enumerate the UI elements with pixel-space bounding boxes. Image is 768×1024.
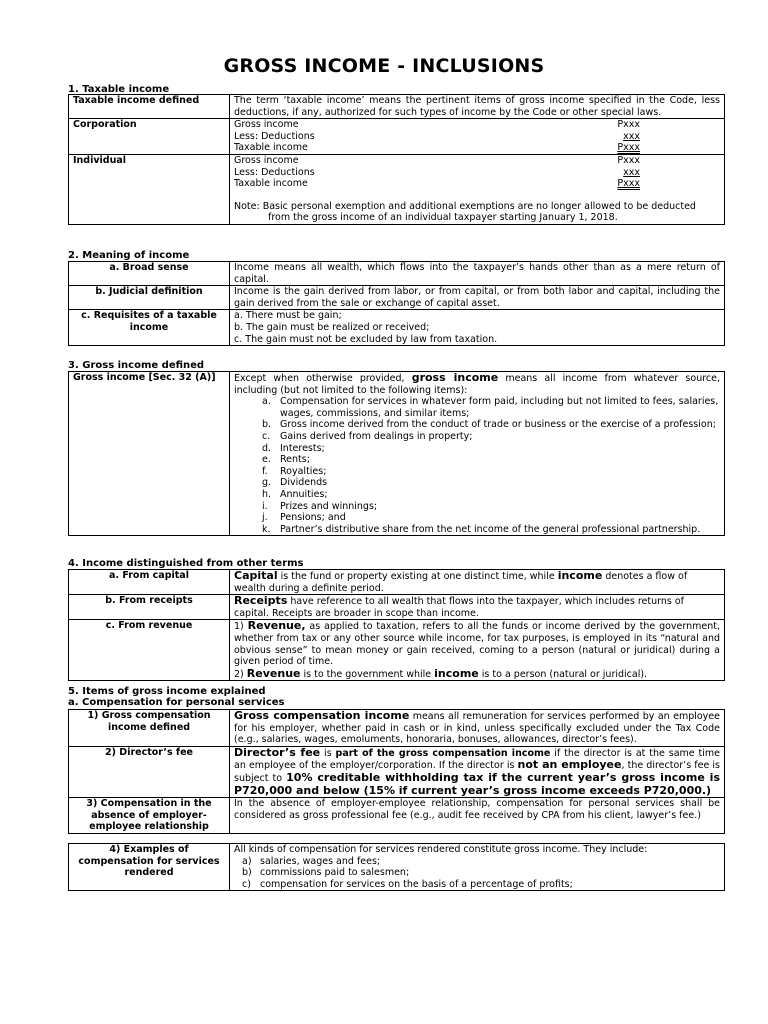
list-item: a) salaries, wages and fees; (242, 855, 381, 867)
table-row (69, 262, 725, 286)
table-row (69, 570, 725, 595)
list-item: k. Partner’s distributive share from the net income of the general professional partnership. (262, 523, 701, 535)
list-item: e. Rents; (262, 454, 310, 466)
note-text: Note: Basic personal exemption and additional exemptions are no longer allowed to be deducted (234, 200, 696, 212)
list-item: g. Dividends (262, 477, 328, 489)
table-row (69, 119, 725, 155)
row-label: Gross income [Sec. 32 (A)] (69, 372, 230, 536)
computation: Gross income Pxxx Less: Deductions xxx Taxable income Pxxx Note: Basic personal exemption and additional exemptions are no longer allowed to be deducted from the gross income of an individual taxpayer starting January 1, 2018. (230, 154, 725, 224)
list-item: i. Prizes and winnings; (262, 500, 378, 512)
row-text: Income means all wealth, which flows into the taxpayer’s hands other than as a mere return of capital. (230, 262, 725, 286)
row-text: The term ‘taxable income’ means the pertinent items of gross income specified in the Code, less deductions, if any, authorized for such types of income by the Code or other special laws. (230, 95, 725, 119)
row-text: Receipts have reference to all wealth that flows into the taxpayer, which includes returns of capital. Receipts are broader in scope than income. (230, 595, 725, 620)
row-text: All kinds of compensation for services rendered constitute gross income. They include: a) salaries, wages and fees; b) commissions paid to salesmen; c) compensation for services on the basis of a percentage of profits; (230, 844, 725, 891)
list-item: b) commissions paid to salesmen; (242, 867, 410, 879)
row-label: c. From revenue (69, 620, 230, 681)
row-label: c. Requisites of a taxable income (69, 310, 230, 346)
list-item: f. Royalties; (262, 465, 327, 477)
row-label: b. Judicial definition (69, 286, 230, 310)
list-item: b. Gross income derived from the conduct of trade or business or the exercise of a profession; (262, 419, 716, 431)
list-item: a. Compensation for services in whatever form paid, including but not limited to fees, salaries, wages, commissions, and similar items; (262, 396, 719, 419)
section-3-table (68, 371, 725, 536)
row-text: 1) Revenue, as applied to taxation, refers to all the funds or income derived by the government, whether from tax or any other source while income, for tax purposes, is employed in its “natural and obvious sense” to mean money or gain received, coming to a person (natural or juridical) during a given period of time. 2) Revenue is to the government while income is to a person (natural or juridical). (230, 620, 725, 681)
section-5-heading: 5. Items of gross income explained (68, 686, 266, 697)
row-label: a. Broad sense (69, 262, 230, 286)
row-label: 3) Compensation in the absence of employer-employee relationship (69, 798, 230, 834)
section-2-table (68, 261, 725, 346)
page-title: GROSS INCOME - INCLUSIONS (223, 55, 545, 77)
table-row (69, 710, 725, 747)
row-text: Director’s fee is part of the gross compensation income if the director is at the same time an employee of the employer/corporation. If the director is not an employee, the director’s fee is subject to 10% creditable withholding tax if the current year’s gross income is P720,000 and below (15% if current year’s gross income exceeds P720,000.) (230, 746, 725, 797)
section-5a-subheading: a. Compensation for personal services (68, 697, 285, 708)
row-label: Corporation (69, 119, 230, 155)
row-text: Gross compensation income means all remuneration for services performed by an employee for his employer, whether paid in cash or in kind, unless specifically excluded under the Tax Code (e.g., salaries, wages, emoluments, honoraria, bonuses, allowances, director’s fees). (230, 710, 725, 747)
table-row (69, 154, 725, 224)
row-text: Income is the gain derived from labor, or from capital, or from both labor and capital, including the gain derived from the sale or exchange of capital asset. (230, 286, 725, 310)
table-row (69, 95, 725, 119)
row-label: 1) Gross compensation income defined (69, 710, 230, 747)
table-row (69, 595, 725, 620)
compensation-examples-list (234, 856, 720, 891)
table-row (69, 372, 725, 536)
section-1-table (68, 94, 725, 225)
section-3-heading: 3. Gross income defined (68, 360, 205, 371)
row-text: Capital is the fund or property existing at one distinct time, while income denotes a flow of wealth during a definite period. (230, 570, 725, 595)
section-1-heading: 1. Taxable income (68, 84, 170, 95)
row-label: a. From capital (69, 570, 230, 595)
section-4-table (68, 569, 725, 681)
table-row (69, 746, 725, 797)
income-items-list (234, 396, 720, 535)
computation: Gross income Pxxx Less: Deductions xxx Taxable income Pxxx (230, 119, 725, 155)
table-row (69, 620, 725, 681)
row-label: 4) Examples of compensation for services rendered (69, 844, 230, 891)
table-row (69, 798, 725, 834)
row-label: 2) Director’s fee (69, 746, 230, 797)
section-4-heading: 4. Income distinguished from other terms (68, 558, 304, 569)
row-label: Individual (69, 154, 230, 224)
table-row (69, 310, 725, 346)
section-5-table-continued (68, 843, 725, 891)
list-item: d. Interests; (262, 442, 325, 454)
section-5-table (68, 709, 725, 834)
gross-income-definition: Except when otherwise provided, gross income means all income from whatever source, including (but not limited to the following items): a. Compensation for services in whatever form paid, including but not limited to fees, salaries, wages, commissions, and similar items; b. Gross income derived from the conduct of trade or business or the exercise of a profession; c. Gains derived from dealings in property; d. Interests; e. Rents; f. Royalties; g. Dividends h. Annuities; i. Prizes and winnings; j. Pensions; and k. Partner’s distributive share from the net income of the general professional partnership. (230, 372, 725, 536)
list-item: c. Gains derived from dealings in property; (262, 430, 473, 442)
row-text: In the absence of employer-employee relationship, compensation for personal services shall be considered as gross professional fee (e.g., audit fee received by CPA from his client, lawyer’s fee.) (230, 798, 725, 834)
section-2-heading: 2. Meaning of income (68, 250, 190, 261)
row-label: b. From receipts (69, 595, 230, 620)
table-row (69, 286, 725, 310)
table-row (69, 844, 725, 891)
requisites-list: a. There must be gain; b. The gain must be realized or received; c. The gain must not be excluded by law from taxation. (230, 310, 725, 346)
row-label: Taxable income defined (69, 95, 230, 119)
list-item: c) compensation for services on the basis of a percentage of profits; (242, 878, 573, 890)
list-item: h. Annuities; (262, 488, 328, 500)
list-item: j. Pensions; and (262, 512, 346, 524)
